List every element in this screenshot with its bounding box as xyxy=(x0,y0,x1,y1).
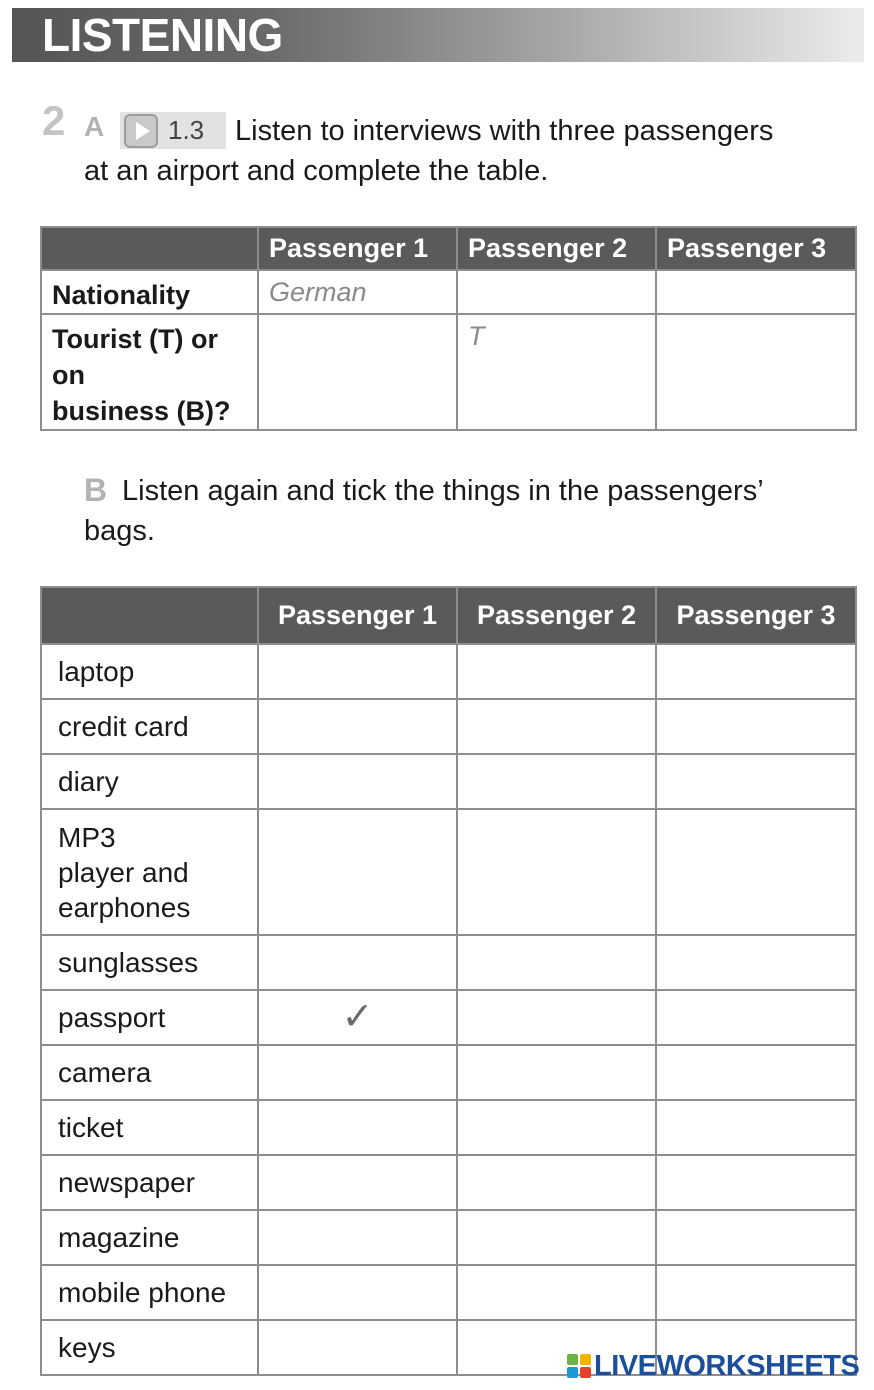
tick-cell[interactable] xyxy=(258,1045,457,1100)
tick-cell[interactable] xyxy=(258,990,457,1045)
part-a-letter: A xyxy=(84,111,105,142)
table-row xyxy=(41,754,856,809)
tick-cell[interactable] xyxy=(258,644,457,699)
tick-cell[interactable] xyxy=(457,1155,656,1210)
tick-cell[interactable] xyxy=(258,1155,457,1210)
tick-cell[interactable] xyxy=(258,809,457,935)
bag-items-table xyxy=(40,586,857,1376)
tick-cell[interactable] xyxy=(656,1100,856,1155)
tick-cell[interactable] xyxy=(656,1155,856,1210)
table-row xyxy=(41,270,856,314)
item-label-laptop: laptop xyxy=(41,644,258,699)
table-header-row xyxy=(41,587,856,644)
header-passenger-1: Passenger 1 xyxy=(258,587,457,644)
tick-cell[interactable] xyxy=(656,699,856,754)
item-label-newspaper: newspaper xyxy=(41,1155,258,1210)
tick-cell[interactable] xyxy=(258,699,457,754)
answer-cell[interactable]: T xyxy=(457,314,656,430)
item-label-line: earphones xyxy=(58,891,191,923)
item-label-keys: keys xyxy=(41,1320,258,1375)
row-label-line: Tourist (T) or xyxy=(52,324,218,354)
tick-cell[interactable] xyxy=(258,1265,457,1320)
passenger-info-table xyxy=(40,226,857,431)
watermark-text: LIVEWORKSHEETS xyxy=(594,1350,860,1382)
row-label-line: on xyxy=(52,360,85,390)
tick-cell[interactable] xyxy=(457,809,656,935)
table-row xyxy=(41,699,856,754)
tick-cell[interactable] xyxy=(656,1210,856,1265)
table-header-row xyxy=(41,227,856,270)
tick-cell[interactable] xyxy=(258,935,457,990)
table-row xyxy=(41,990,856,1045)
item-label-line: player and xyxy=(58,856,189,888)
table-row xyxy=(41,644,856,699)
item-label-sunglasses: sunglasses xyxy=(41,935,258,990)
table-row xyxy=(41,314,856,430)
instruction-a-line2: at an airport and complete the table. xyxy=(84,155,549,187)
answer-cell[interactable]: German xyxy=(258,270,457,314)
tick-cell[interactable] xyxy=(258,1320,457,1375)
play-icon xyxy=(124,114,158,148)
check-icon: ✓ xyxy=(341,996,374,1038)
tick-cell[interactable] xyxy=(656,935,856,990)
row-label-line: business (B)? xyxy=(52,396,231,426)
tick-cell[interactable] xyxy=(457,1100,656,1155)
exercise-number: 2 xyxy=(42,97,66,144)
table-row xyxy=(41,809,856,935)
instruction-b-line1: Listen again and tick the things in the passengers’ xyxy=(122,475,764,507)
audio-play-button[interactable] xyxy=(120,112,226,149)
answer-cell[interactable] xyxy=(258,314,457,430)
section-title: LISTENING xyxy=(42,9,283,61)
tick-cell[interactable] xyxy=(457,754,656,809)
tick-cell[interactable] xyxy=(656,809,856,935)
table-row xyxy=(41,935,856,990)
item-label-credit-card: credit card xyxy=(41,699,258,754)
tick-cell[interactable] xyxy=(656,1265,856,1320)
liveworksheets-logo-icon xyxy=(566,1353,592,1379)
header-corner xyxy=(41,587,258,644)
item-label-line: MP3 xyxy=(58,821,116,853)
track-number: 1.3 xyxy=(168,115,205,145)
header-passenger-3: Passenger 3 xyxy=(656,587,856,644)
tick-cell[interactable] xyxy=(457,1265,656,1320)
tick-cell[interactable] xyxy=(258,1100,457,1155)
table-row xyxy=(41,1155,856,1210)
item-label-diary: diary xyxy=(41,754,258,809)
tick-cell[interactable] xyxy=(457,1210,656,1265)
tick-cell[interactable] xyxy=(656,754,856,809)
tick-cell[interactable] xyxy=(656,990,856,1045)
row-label-nationality: Nationality xyxy=(41,270,258,314)
instruction-a-line1: Listen to interviews with three passengers xyxy=(235,115,774,147)
tick-cell[interactable] xyxy=(258,1210,457,1265)
answer-cell[interactable] xyxy=(656,270,856,314)
tick-cell[interactable] xyxy=(258,754,457,809)
answer-cell[interactable] xyxy=(656,314,856,430)
item-label-passport: passport xyxy=(41,990,258,1045)
item-label-magazine: magazine xyxy=(41,1210,258,1265)
header-passenger-1: Passenger 1 xyxy=(258,227,457,270)
header-passenger-2: Passenger 2 xyxy=(457,587,656,644)
item-label-ticket: ticket xyxy=(41,1100,258,1155)
tick-cell[interactable] xyxy=(457,1045,656,1100)
row-label-tourist-or-business xyxy=(41,314,258,430)
tick-cell[interactable] xyxy=(656,1045,856,1100)
tick-cell[interactable] xyxy=(457,990,656,1045)
section-banner xyxy=(12,8,864,62)
instruction-b-line2: bags. xyxy=(84,515,155,547)
table-row xyxy=(41,1265,856,1320)
answer-cell[interactable] xyxy=(457,270,656,314)
item-label-mobile-phone: mobile phone xyxy=(41,1265,258,1320)
tick-cell[interactable] xyxy=(457,935,656,990)
tick-cell[interactable] xyxy=(457,699,656,754)
table-row xyxy=(41,1100,856,1155)
tick-cell[interactable] xyxy=(656,644,856,699)
item-label-mp3-player xyxy=(41,809,258,935)
tick-cell[interactable] xyxy=(457,644,656,699)
item-label-camera: camera xyxy=(41,1045,258,1100)
header-corner xyxy=(41,227,258,270)
header-passenger-3: Passenger 3 xyxy=(656,227,856,270)
header-passenger-2: Passenger 2 xyxy=(457,227,656,270)
table-row xyxy=(41,1210,856,1265)
part-b-letter: B xyxy=(84,472,108,508)
table-row xyxy=(41,1045,856,1100)
liveworksheets-watermark xyxy=(566,1350,859,1382)
